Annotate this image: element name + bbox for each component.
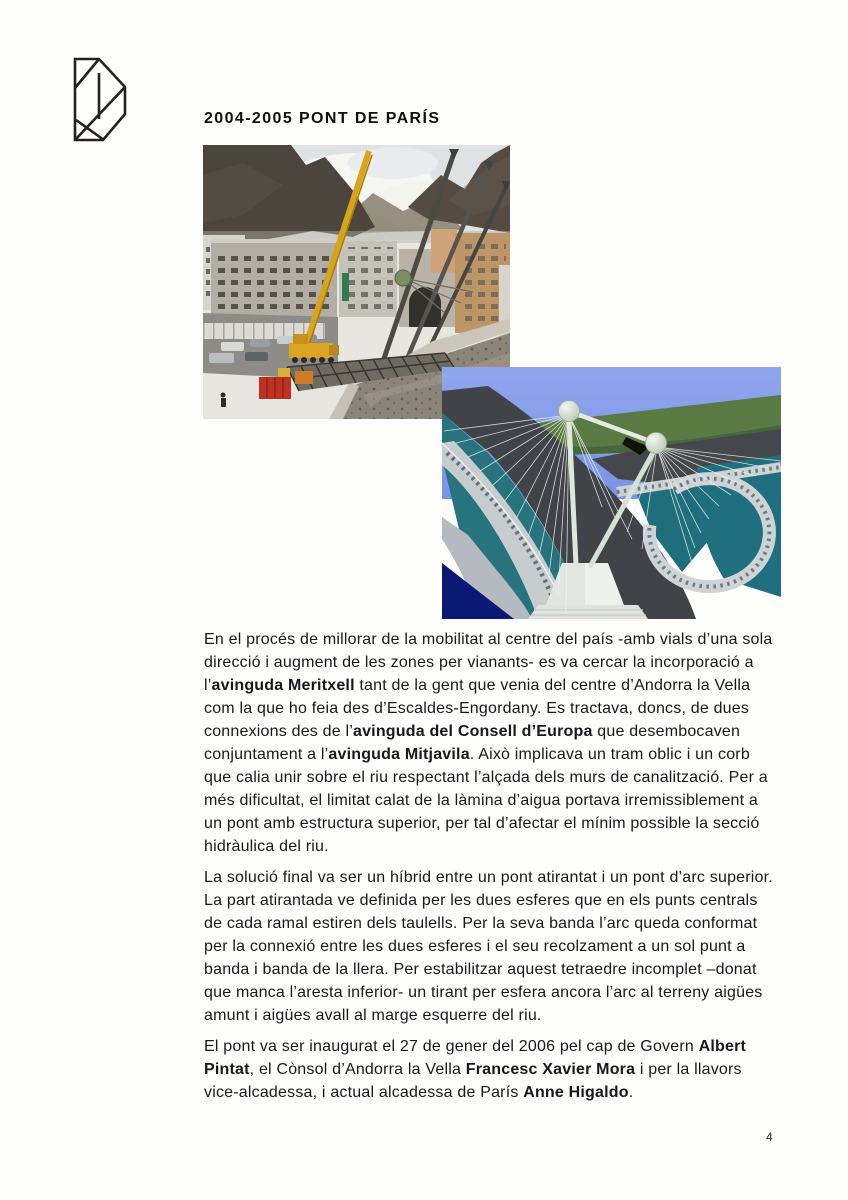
body-paragraph-1 (204, 628, 774, 858)
bold-text-segment: avinguda del Consell d’Europa (352, 723, 593, 740)
body-text-column (204, 628, 774, 1104)
bold-text-segment: Albert Pintat (204, 1038, 747, 1078)
text-segment: . Això implicava un tram oblic i un corb que calia unir sobre el riu respectant l’alçada dels murs de canalització. Per a més dificultat, el limitat calat de la làmina d’aigua portava irremissiblement a un pont amb estructura superior, per tal d’afectar el mínim possible la secció hidràulica del riu. (204, 746, 768, 855)
text-segment: . (628, 1084, 634, 1101)
bold-text-segment: Anne Higaldo (523, 1084, 629, 1101)
text-segment: , el Cònsol d’Andorra la Vella (249, 1061, 466, 1078)
text-segment: La solució final va ser un híbrid entre un pont atirantat i un pont d’arc superior. La part atirantada ve definida per les dues esferes que en els punts centrals de cada ramal estiren dels taulells. Per la seva banda l’arc queda conformat per la connexió entre les dues esferes i el seu recolzament a un sol punt a banda i banda de la llera. Per estabilitzar aquest tetraedre incomplet –donat que manca l’aresta inferior- un tirant per esfera ancora l’arc al terreny aigües amunt i aigües avall al marge esquerre del riu. (204, 869, 773, 1024)
text-segment: El pont va ser inaugurat el 27 de gener del 2006 pel cap de Govern (204, 1038, 699, 1055)
text-segment: que desembocaven conjuntament a l’ (204, 723, 741, 763)
text-segment: En el procés de millorar de la mobilitat al centre del país -amb vials d’una sola direcció i augment de les zones per vianants- es va cercar la incorporació a l’ (204, 631, 773, 694)
bold-text-segment: avinguda Mitjavila (328, 746, 470, 763)
text-segment: tant de la gent que venia del centre d’Andorra la Vella com la que ho feia des d’Escaldes-Engordany. Es tractava, doncs, de dues connexions des de l’ (204, 677, 751, 740)
body-paragraph-2 (204, 866, 774, 1027)
bridge-3d-render (442, 367, 781, 619)
bold-text-segment: Francesc Xavier Mora (465, 1061, 636, 1078)
body-paragraph-3 (204, 1035, 774, 1104)
geometric-line-logo-icon (72, 56, 132, 149)
page-number: 4 (766, 1130, 773, 1144)
bold-text-segment: avinguda Meritxell (211, 677, 355, 694)
text-segment: i per la llavors vice-alcadessa, i actual alcadessa de París (204, 1061, 742, 1101)
section-heading: 2004-2005 PONT DE PARÍS (204, 110, 441, 127)
